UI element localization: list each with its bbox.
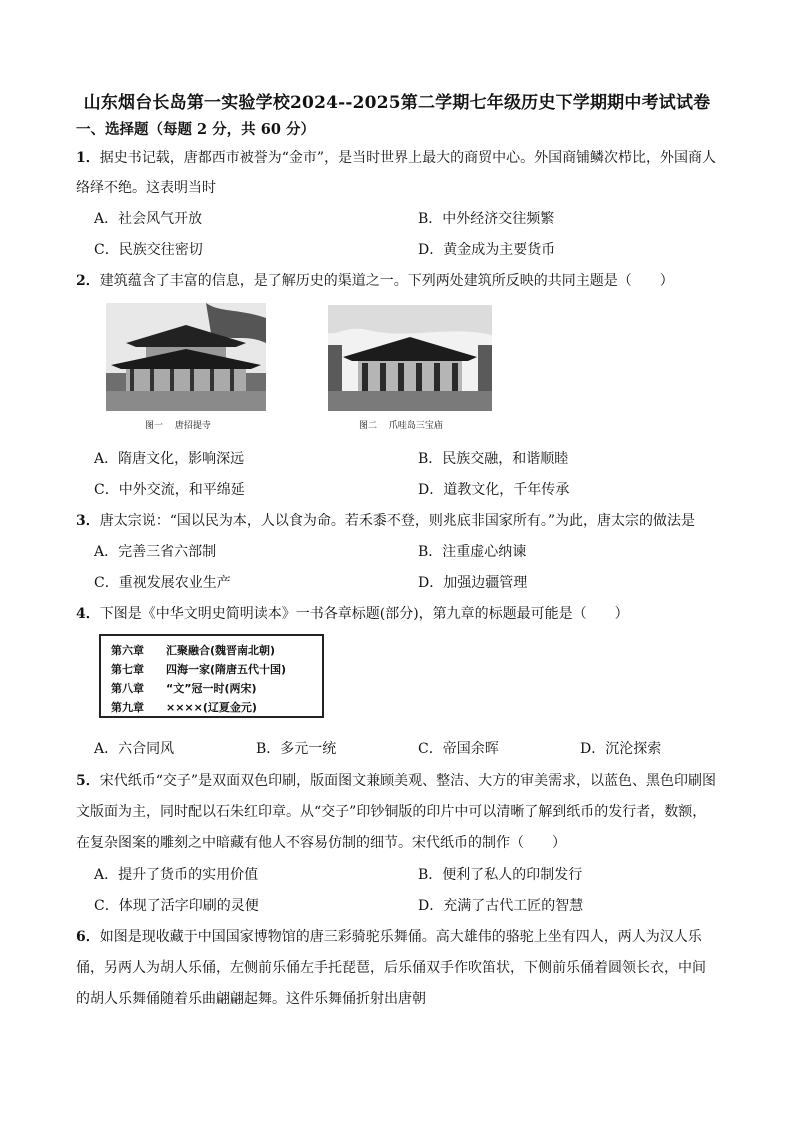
question-text: 唐太宗说：“国以民为本，人以食为命。若禾黍不登，则兆底非国家所有。”为此，唐太宗的做法是 [99, 513, 696, 529]
q1-option-d: D．黄金成为主要货币 [418, 242, 556, 258]
question-text: 下图是《中华文明史简明读本》一书各章标题(部分)，第九章的标题最可能是（ ） [99, 606, 629, 622]
figure-2-caption: 图二 爪哇岛三宝庙 [359, 421, 443, 431]
section-heading: 一、选择题（每题 2 分，共 60 分） [76, 121, 315, 138]
question-3 [76, 510, 695, 530]
figure-1-caption: 图一 唐招提寺 [145, 421, 211, 431]
question-5-cont: 在复杂图案的雕刻之中暗藏有他人不容易仿制的细节。宋代纸币的制作（ ） [76, 835, 566, 851]
question-1 [76, 147, 716, 167]
q4-option-d: D．沉沦探索 [580, 741, 662, 757]
question-2 [76, 270, 674, 290]
question-number: 6． [76, 929, 100, 945]
question-number: 3． [76, 513, 100, 529]
question-text: 建筑蕴含了丰富的信息，是了解历史的渠道之一。下列两处建筑所反映的共同主题是（ ） [99, 273, 674, 289]
question-5-cont: 文版面为主，同时配以石朱红印章。从“交子”印钞铜版的印片中可以清晰了解到纸币的发行者，数额， [76, 804, 707, 820]
question-5 [76, 770, 716, 790]
javanese-sanbao-temple-photo [328, 305, 492, 411]
question-4 [76, 603, 629, 623]
chapter-list-box [99, 634, 324, 718]
q2-option-c: C．中外交流，和平绵延 [94, 482, 245, 498]
q1-option-c: C．民族交往密切 [94, 242, 203, 258]
q3-option-a: A．完善三省六部制 [94, 544, 217, 560]
question-text: 宋代纸币“交子”是双面双色印刷，版面图文兼顾美观、整洁、大方的审美需求，以蓝色、黑色印刷图 [99, 773, 717, 789]
question-1-cont: 络绎不绝。这表明当时 [76, 180, 216, 196]
chapter-row: 第八章 “文”冠一时(两宋) [111, 682, 257, 695]
chapter-row: 第七章 四海一家(隋唐五代十国) [111, 663, 287, 676]
question-6-cont: 俑，另两人为胡人乐俑，左侧前乐俑左手托琵琶，后乐俑双手作吹笛状，下侧前乐俑着圆领长衣，中间 [76, 960, 706, 976]
q3-option-d: D．加强边疆管理 [418, 575, 528, 591]
question-number: 5． [76, 773, 100, 789]
q4-option-c: C．帝国余晖 [418, 741, 499, 757]
q1-option-a: A．社会风气开放 [94, 211, 203, 227]
question-number: 2． [76, 273, 100, 289]
question-6 [76, 926, 702, 946]
q4-option-b: B．多元一统 [256, 741, 337, 757]
question-number: 4． [76, 606, 100, 622]
question-6-cont: 的胡人乐舞俑随着乐曲翩翩起舞。这件乐舞俑折射出唐朝 [76, 991, 426, 1007]
q2-option-d: D．道教文化，千年传承 [418, 482, 570, 498]
q2-option-b: B．民族交融，和谐顺睦 [418, 451, 569, 467]
q5-option-b: B．便利了私人的印制发行 [418, 867, 583, 883]
q5-option-c: C．体现了活字印刷的灵便 [94, 898, 259, 914]
q3-option-c: C．重视发展农业生产 [94, 575, 231, 591]
question-text: 如图是现收藏于中国国家博物馆的唐三彩骑驼乐舞俑。高大雄伟的骆驼上坐有四人，两人为汉人乐 [99, 929, 702, 945]
q5-option-d: D．充满了古代工匠的智慧 [418, 898, 584, 914]
question-number: 1． [76, 150, 100, 166]
chapter-row: 第六章 汇聚融合(魏晋南北朝) [111, 644, 276, 657]
exam-title: 山东烟台长岛第一实验学校2024--2025第二学期七年级历史下学期期中考试试卷 [83, 93, 711, 113]
q4-option-a: A．六合同风 [94, 741, 175, 757]
chapter-row: 第九章 ××××(辽夏金元) [111, 701, 257, 714]
q5-option-a: A．提升了货币的实用价值 [94, 867, 259, 883]
tang-zhaoti-temple-photo [106, 303, 266, 411]
q2-option-a: A．隋唐文化，影响深远 [94, 451, 245, 467]
q1-option-b: B．中外经济交往频繁 [418, 211, 555, 227]
question-text: 据史书记载，唐都西市被誉为“金市”，是当时世界上最大的商贸中心。外国商铺鳞次栉比，外国商人 [99, 150, 717, 166]
q3-option-b: B．注重虚心纳谏 [418, 544, 527, 560]
